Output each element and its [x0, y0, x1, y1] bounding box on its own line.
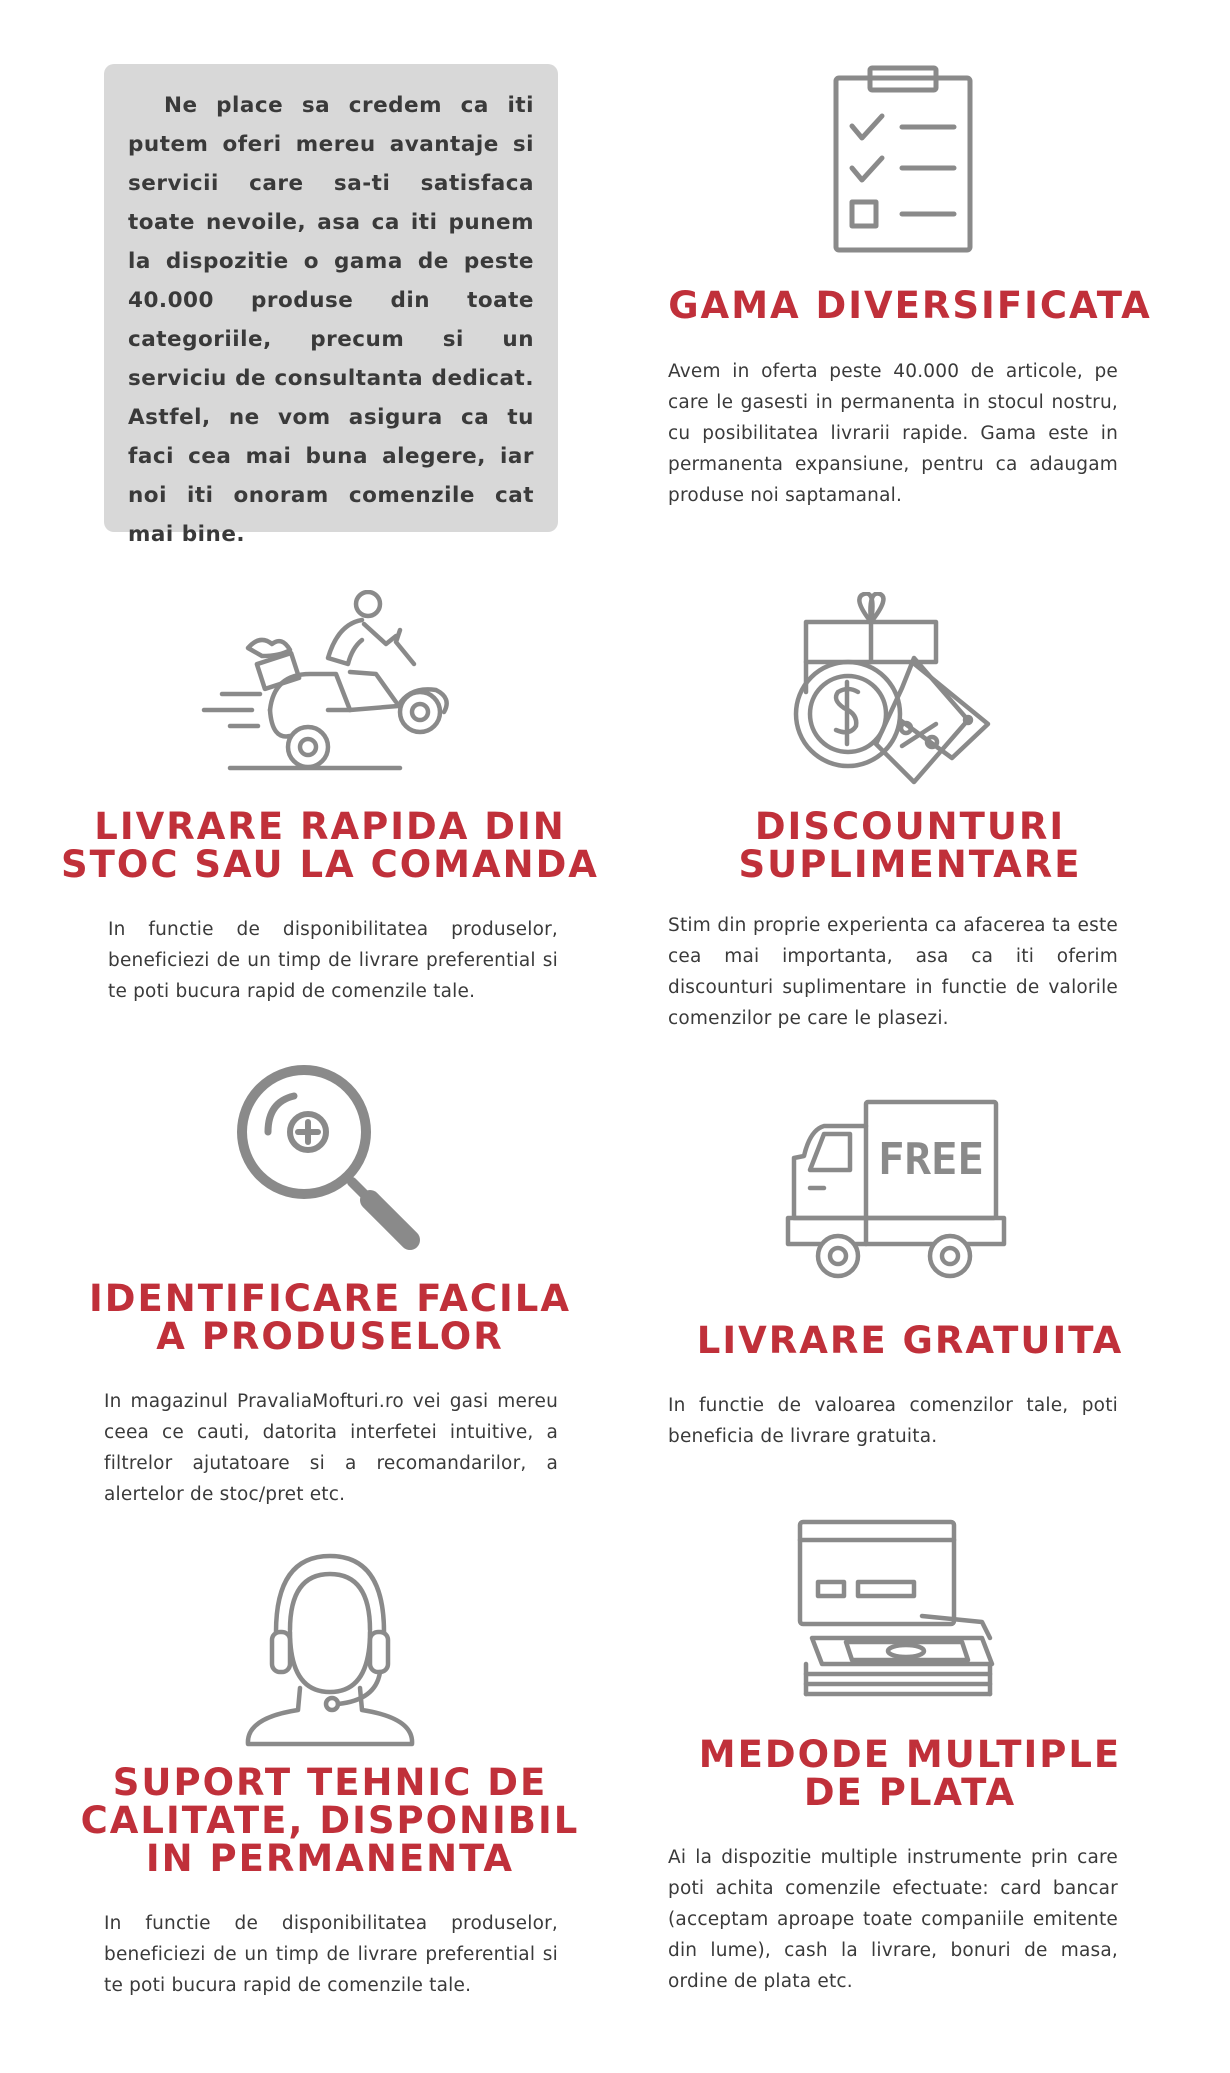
livrare-gratuita-title: LIVRARE GRATUITA — [696, 1319, 1124, 1362]
plata-title-line1: MEDODE MULTIPLE — [698, 1733, 1122, 1776]
discounturi-title-line1: DISCOUNTURI — [754, 805, 1066, 848]
discounturi-title — [640, 805, 1180, 886]
delivery-scooter-icon — [200, 590, 460, 780]
plata-desc: Ai la dispozitie multiple instrumente prin care poti achita comenzile efectuate: card bancar (acceptam aproape toate companiile emitente din lume), cash la livrare, bonuri de masa, ordine de plata etc. — [668, 1847, 1118, 1992]
free-truck-icon — [784, 1096, 1008, 1282]
gama-title: GAMA DIVERSIFICATA — [668, 284, 1152, 327]
livrare-rapida-desc: In functie de disponibilitatea produselor, beneficiezi de un timp de livrare preferential si te poti bucura rapid de comenzile tale. — [108, 919, 558, 1002]
truck-free-label: FREE — [878, 1134, 984, 1185]
livrare-rapida-title-line1: LIVRARE RAPIDA DIN — [94, 805, 566, 848]
intro-box — [104, 64, 558, 547]
discount-coin-gift-icon — [792, 592, 1002, 788]
suport-title-line3: IN PERMANENTA — [145, 1837, 515, 1880]
livrare-rapida-title — [60, 805, 600, 886]
livrare-gratuita-desc: In functie de valoarea comenzilor tale, poti beneficia de livrare gratuita. — [668, 1395, 1118, 1447]
suport-title-line2: CALITATE, DISPONIBIL — [80, 1799, 580, 1842]
identificare-title — [60, 1277, 600, 1358]
identificare-desc: In magazinul PravaliaMofturi.ro vei gasi mereu ceea ce cauti, datorita interfetei intuitive, a filtrelor ajutatoare si a recomandarilor, a alertelor de stoc/pret etc. — [104, 1391, 558, 1505]
card-and-cash-icon — [792, 1518, 1002, 1700]
magnifier-plus-icon — [232, 1060, 428, 1256]
plata-title-line2: DE PLATA — [803, 1771, 1017, 1814]
discounturi-title-line2: SUPLIMENTARE — [738, 843, 1082, 886]
suport-desc: In functie de disponibilitatea produselor, beneficiezi de un timp de livrare preferential si te poti bucura rapid de comenzile tale. — [104, 1913, 558, 1996]
livrare-rapida-title-line2: STOC SAU LA COMANDA — [61, 843, 599, 886]
headset-operator-icon — [238, 1552, 422, 1748]
suport-title-line1: SUPORT TEHNIC DE — [112, 1761, 548, 1804]
clipboard-checklist-icon — [830, 64, 978, 254]
discounturi-desc: Stim din proprie experienta ca afacerea ta este cea mai importanta, asa ca iti oferim discounturi suplimentare in functie de valorile comenzilor pe care le plasezi. — [668, 915, 1118, 1029]
identificare-title-line2: A PRODUSELOR — [156, 1315, 504, 1358]
plata-title — [640, 1733, 1180, 1814]
intro-text: Ne place sa credem ca iti putem oferi mereu avantaje si servicii care sa-ti satisfaca toate nevoile, asa ca iti punem la dispozitie o gama de peste 40.000 produse din toate categoriile, precum si un serviciu de consultanta dedicat. Astfel, ne vom asigura ca tu faci cea mai buna alegere, iar noi iti onoram comenzile cat mai bine. — [128, 93, 534, 547]
identificare-title-line1: IDENTIFICARE FACILA — [89, 1277, 571, 1320]
suport-title — [60, 1761, 600, 1880]
gama-desc: Avem in oferta peste 40.000 de articole, pe care le gasesti in permanenta in stocul nostru, cu posibilitatea livrarii rapide. Gama este in permanenta expansiune, pentru ca adaugam produse noi saptamanal. — [668, 361, 1118, 506]
